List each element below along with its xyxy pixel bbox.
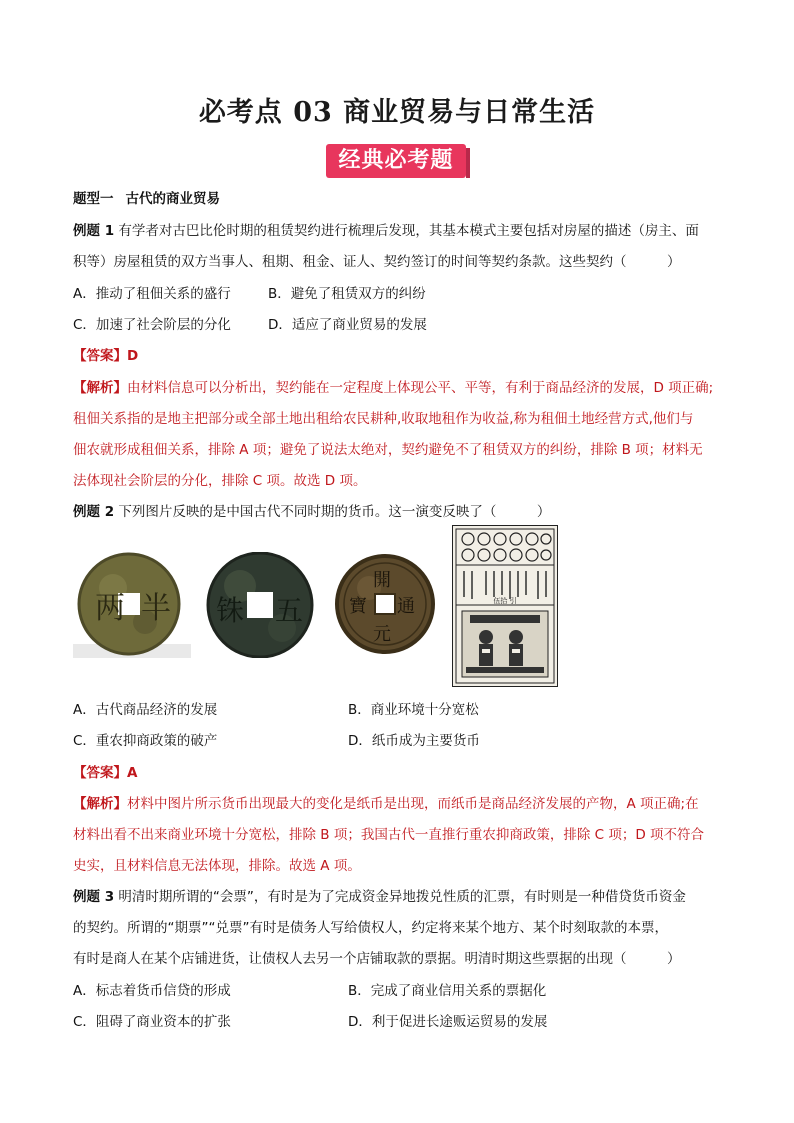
q1-line-1 xyxy=(73,219,699,239)
q2-answer-value: A xyxy=(127,765,138,781)
coin-banliang-image xyxy=(73,552,191,658)
coin3-char-bottom: 元 xyxy=(373,624,391,645)
q3-label: 例题 3 xyxy=(73,889,115,905)
q1-analysis-4: 法体现社会阶层的分化，排除 C 项。故选 D 项。 xyxy=(73,473,367,489)
q1-answer-value: D xyxy=(127,348,139,364)
section-badge: 经典必考题 xyxy=(326,144,466,178)
q3-stem-2: 的契约。所谓的“期票”“兑票”有时是债务人写给债权人，约定将来某个地方、某个时刻取款的本票， xyxy=(73,920,668,936)
q2-analysis-3: 史实，且材料信息无法体现，排除。故选 A 项。 xyxy=(73,858,361,874)
q2-answer-label: 【答案】 xyxy=(73,765,127,781)
q1-stem-2: 积等）房屋租赁的双方当事人、租期、租金、证人、契约签订的时间等契约条款。这些契约（ ） xyxy=(73,254,681,270)
q1-option-c: C．加速了社会阶层的分化 xyxy=(73,317,231,333)
q1-analysis-label: 【解析】 xyxy=(73,380,127,396)
q3-stem-3: 有时是商人在某个店铺进货，让债权人去另一个店铺取款的票据。明清时期这些票据的出现（ ） xyxy=(73,951,681,967)
paper-money-image xyxy=(452,525,558,687)
q2-option-a: A．古代商品经济的发展 xyxy=(73,702,218,718)
q2-analysis-text-1: 材料中图片所示货币出现最大的变化是纸币是出现，而纸币是商品经济发展的产物，A 项正确;在 xyxy=(127,796,699,812)
q2-label: 例题 2 xyxy=(73,504,115,520)
section-heading xyxy=(73,187,220,207)
q3-stem-1: 明清时期所谓的“会票”，有时是为了完成资金异地拨兑性质的汇票，有时则是一种借贷货币资金 xyxy=(118,889,686,905)
q1-analysis-text-1: 由材料信息可以分析出，契约能在一定程度上体现公平、平等，有利于商品经济的发展，D 项正确; xyxy=(127,380,714,396)
coin3-char-left: 寶 xyxy=(349,596,367,617)
q2-analysis-2: 材料出看不出来商业环境十分宽松，排除 B 项；我国古代一直推行重农抑商政策，排除 C 项；D 项不符合 xyxy=(73,827,705,843)
coin-wuzhu-image xyxy=(202,552,318,658)
q2-line-1 xyxy=(73,500,550,520)
q3-option-c: C．阻碍了商业资本的扩张 xyxy=(73,1014,231,1030)
q2-analysis-1 xyxy=(73,792,699,812)
coin3-char-right: 通 xyxy=(397,596,415,617)
q1-option-a: A．推动了租佃关系的盛行 xyxy=(73,286,231,302)
coin1-char-right: 半 xyxy=(141,591,171,626)
section-label: 题型一 xyxy=(73,191,114,207)
q3-option-a: A．标志着货币信贷的形成 xyxy=(73,983,231,999)
q1-answer xyxy=(73,344,138,364)
q1-option-d: D．适应了商业贸易的发展 xyxy=(268,317,427,333)
q1-analysis-3: 佃农就形成租佃关系，排除 A 项；避免了说法太绝对，契约避免不了租赁双方的纠纷，排除 B 项；材料无 xyxy=(73,442,703,458)
coin2-char-left: 铢 xyxy=(216,594,245,627)
q3-option-d: D．利于促进长途贩运贸易的发展 xyxy=(348,1014,548,1030)
page-title: 必考点 03 商业贸易与日常生活 xyxy=(198,97,596,128)
coin2-char-right: 五 xyxy=(275,594,304,627)
q2-stem: 下列图片反映的是中国古代不同时期的货币。这一演变反映了（ ） xyxy=(118,504,551,520)
q1-stem-1: 有学者对古巴比伦时期的租赁契约进行梳理后发现，其基本模式主要包括对房屋的描述（房主、面 xyxy=(118,223,699,239)
q2-option-c: C．重农抑商政策的破产 xyxy=(73,733,218,749)
coin1-char-left: 两 xyxy=(95,591,125,626)
q1-analysis-2: 租佃关系指的是地主把部分或全部土地出租给农民耕种,收取地租作为收益,称为租佃土地经营方式,他们与 xyxy=(73,411,694,427)
q3-option-b: B．完成了商业信用关系的票据化 xyxy=(348,983,547,999)
q2-analysis-label: 【解析】 xyxy=(73,796,127,812)
note-text: 伍拾 引 xyxy=(493,597,517,605)
q1-answer-label: 【答案】 xyxy=(73,348,127,364)
q1-option-b: B．避免了租赁双方的纠纷 xyxy=(268,286,426,302)
q1-analysis-1 xyxy=(73,376,713,396)
section-name: 古代的商业贸易 xyxy=(125,191,220,207)
q3-line-1 xyxy=(73,885,686,905)
q2-answer xyxy=(73,761,137,781)
coin3-char-top: 開 xyxy=(373,570,391,591)
coin-kaiyuan-image xyxy=(335,552,435,658)
q2-option-d: D．纸币成为主要货币 xyxy=(348,733,480,749)
q2-option-b: B．商业环境十分宽松 xyxy=(348,702,479,718)
q1-label: 例题 1 xyxy=(73,223,115,239)
